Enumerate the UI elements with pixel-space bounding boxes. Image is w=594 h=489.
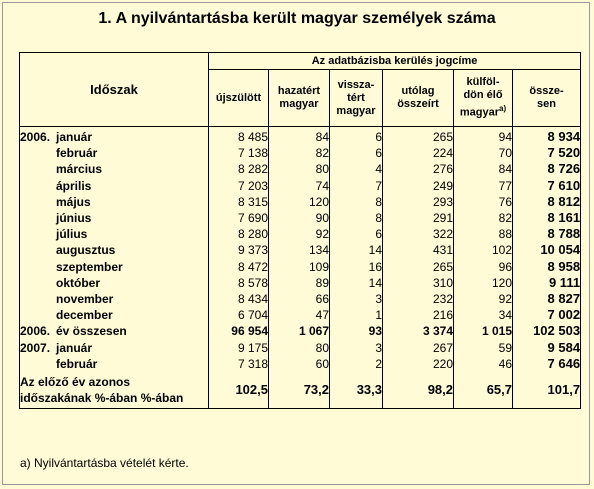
table-cell: 249 <box>383 178 454 194</box>
table-cell: 80 <box>269 339 330 355</box>
table-cell: 8 315 <box>209 194 269 210</box>
table-cell: 46 <box>454 356 513 372</box>
percent-label-line2: időszakának %-ában %-ában <box>20 390 184 405</box>
table-cell: 34 <box>454 307 513 323</box>
footnote: a) Nyilvántartásba vételét kérte. <box>20 456 189 470</box>
table-cell: 33,3 <box>330 372 383 409</box>
table-row <box>20 339 581 355</box>
row-label <box>20 307 209 323</box>
row-period: december <box>56 308 113 323</box>
row-period: március <box>56 162 103 177</box>
row-label <box>20 339 209 355</box>
row-period: június <box>56 211 92 226</box>
percent-row <box>20 372 581 409</box>
table-cell: 216 <box>383 307 454 323</box>
table-cell: 80 <box>269 161 330 177</box>
table-cell: 6 <box>330 145 383 161</box>
table-cell: 120 <box>454 275 513 291</box>
column-header-line: összeírt <box>397 98 439 110</box>
table-cell: 7 610 <box>513 178 581 194</box>
row-label <box>20 194 209 210</box>
table-cell: 10 054 <box>513 242 581 258</box>
table-row <box>20 242 581 258</box>
table-cell: 8 812 <box>513 194 581 210</box>
table-cell: 98,2 <box>383 372 454 409</box>
table-cell: 14 <box>330 242 383 258</box>
row-year: 2006. <box>20 324 51 339</box>
table-cell: 8 958 <box>513 259 581 275</box>
table-cell: 9 175 <box>209 339 269 355</box>
column-header <box>383 70 454 127</box>
percent-label-line1: Az előző év azonos <box>20 374 131 389</box>
row-period: május <box>56 194 91 209</box>
table-cell: 1 015 <box>454 323 513 339</box>
table-cell: 6 704 <box>209 307 269 323</box>
table-cell: 74 <box>269 178 330 194</box>
table-cell: 88 <box>454 226 513 242</box>
table-cell: 101,7 <box>513 372 581 409</box>
row-label <box>20 323 209 339</box>
row-period: január <box>56 340 93 355</box>
table-row <box>20 323 581 339</box>
column-header-line: magyar <box>336 104 376 117</box>
row-label <box>20 291 209 307</box>
table-cell: 73,2 <box>269 372 330 409</box>
table-cell: 8 282 <box>209 161 269 177</box>
row-period: október <box>56 275 101 290</box>
row-year: 2006. <box>20 130 51 145</box>
table-cell: 7 002 <box>513 307 581 323</box>
table-cell: 14 <box>330 275 383 291</box>
column-header <box>330 70 383 127</box>
table-cell: 8 472 <box>209 259 269 275</box>
row-period: január <box>56 130 93 145</box>
table-cell: 102 503 <box>513 323 581 339</box>
table-cell: 291 <box>383 210 454 226</box>
row-label <box>20 242 209 258</box>
table-cell: 8 280 <box>209 226 269 242</box>
table-cell: 276 <box>383 161 454 177</box>
row-period: szeptember <box>56 259 123 274</box>
table-cell: 93 <box>330 323 383 339</box>
row-label <box>20 161 209 177</box>
column-header-line: hazatért <box>277 85 321 97</box>
row-label <box>20 210 209 226</box>
table-cell: 9 584 <box>513 339 581 355</box>
column-header <box>454 70 513 127</box>
column-header-line: külföl- <box>466 76 500 89</box>
percent-row-label <box>20 372 209 409</box>
table-cell: 102 <box>454 242 513 258</box>
row-period: július <box>56 227 88 242</box>
table-row <box>20 210 581 226</box>
table-cell: 77 <box>454 178 513 194</box>
row-period: február <box>56 146 98 161</box>
table-cell: 70 <box>454 145 513 161</box>
table-row <box>20 145 581 161</box>
column-header <box>269 70 330 127</box>
table-row <box>20 291 581 307</box>
table-cell: 8 <box>330 210 383 226</box>
column-header-line: vissza- <box>337 78 375 91</box>
row-period: év összesen <box>56 324 127 339</box>
table-cell: 2 <box>330 356 383 372</box>
table-row <box>20 275 581 291</box>
table-cell: 7 646 <box>513 356 581 372</box>
table-row <box>20 226 581 242</box>
column-header-line: dön élő <box>463 89 503 102</box>
table-cell: 92 <box>269 226 330 242</box>
row-label <box>20 226 209 242</box>
table-cell: 90 <box>269 210 330 226</box>
table-cell: 89 <box>269 275 330 291</box>
table-cell: 84 <box>269 127 330 146</box>
table-cell: 7 690 <box>209 210 269 226</box>
table-cell: 1 067 <box>269 323 330 339</box>
row-label <box>20 145 209 161</box>
column-header-line: tért <box>347 91 365 104</box>
table-cell: 9 373 <box>209 242 269 258</box>
table-cell: 96 <box>454 259 513 275</box>
footnote-marker: a) <box>499 104 507 114</box>
table-row <box>20 307 581 323</box>
row-label <box>20 275 209 291</box>
table-cell: 265 <box>383 127 454 146</box>
table-cell: 232 <box>383 291 454 307</box>
table-cell: 220 <box>383 356 454 372</box>
table-cell: 3 <box>330 291 383 307</box>
page-title: 1. A nyilvántartásba került magyar személyek száma <box>98 10 496 27</box>
table-cell: 8 485 <box>209 127 269 146</box>
table-cell: 310 <box>383 275 454 291</box>
table-cell: 120 <box>269 194 330 210</box>
column-header <box>209 70 269 127</box>
table-cell: 1 <box>330 307 383 323</box>
row-period: február <box>56 356 98 371</box>
table-row <box>20 194 581 210</box>
table-cell: 9 111 <box>513 275 581 291</box>
column-header-line: össze- <box>529 85 564 97</box>
table-cell: 7 <box>330 178 383 194</box>
table-cell: 109 <box>269 259 330 275</box>
table-cell: 4 <box>330 161 383 177</box>
table-cell: 3 <box>330 339 383 355</box>
row-label <box>20 259 209 275</box>
table-cell: 66 <box>269 291 330 307</box>
table-cell: 59 <box>454 339 513 355</box>
row-period: augusztus <box>56 243 116 258</box>
table-cell: 82 <box>454 210 513 226</box>
table-cell: 134 <box>269 242 330 258</box>
table-cell: 431 <box>383 242 454 258</box>
period-header: Időszak <box>20 53 209 127</box>
table-cell: 7 203 <box>209 178 269 194</box>
table-cell: 8 726 <box>513 161 581 177</box>
column-header-line: utólag <box>401 85 435 97</box>
table-cell: 8 934 <box>513 127 581 146</box>
table-row <box>20 161 581 177</box>
row-label <box>20 127 209 146</box>
table-cell: 82 <box>269 145 330 161</box>
table-cell: 8 434 <box>209 291 269 307</box>
table-cell: 47 <box>269 307 330 323</box>
table-cell: 65,7 <box>454 372 513 409</box>
row-year: 2007. <box>20 340 51 355</box>
table-cell: 16 <box>330 259 383 275</box>
table-cell: 60 <box>269 356 330 372</box>
table-cell: 6 <box>330 127 383 146</box>
table-cell: 96 954 <box>209 323 269 339</box>
table-cell: 8 788 <box>513 226 581 242</box>
table-cell: 224 <box>383 145 454 161</box>
table-cell: 94 <box>454 127 513 146</box>
row-period: november <box>56 291 114 306</box>
column-header <box>513 70 581 127</box>
table-cell: 92 <box>454 291 513 307</box>
table-cell: 7 138 <box>209 145 269 161</box>
table-cell: 7 520 <box>513 145 581 161</box>
row-label <box>20 356 209 372</box>
table-cell: 265 <box>383 259 454 275</box>
table-cell: 293 <box>383 194 454 210</box>
row-label <box>20 178 209 194</box>
table-cell: 6 <box>330 226 383 242</box>
table-cell: 8 578 <box>209 275 269 291</box>
table-cell: 84 <box>454 161 513 177</box>
group-header: Az adatbázisba kerülés jogcíme <box>209 53 581 70</box>
table-cell: 7 318 <box>209 356 269 372</box>
column-header-line: magyar <box>279 98 319 110</box>
row-period: április <box>56 178 92 193</box>
table-row <box>20 259 581 275</box>
table-cell: 76 <box>454 194 513 210</box>
column-header-line: magyar <box>459 106 499 119</box>
table-cell: 8 161 <box>513 210 581 226</box>
table-cell: 102,5 <box>209 372 269 409</box>
table-cell: 3 374 <box>383 323 454 339</box>
column-header-line: sen <box>537 98 557 110</box>
table-row <box>20 178 581 194</box>
statistics-table <box>19 52 581 409</box>
table-cell: 322 <box>383 226 454 242</box>
table-cell: 8 827 <box>513 291 581 307</box>
table-row <box>20 356 581 372</box>
table-row <box>20 127 581 146</box>
column-header-line: újszülött <box>215 91 262 104</box>
table-cell: 8 <box>330 194 383 210</box>
table-cell: 267 <box>383 339 454 355</box>
